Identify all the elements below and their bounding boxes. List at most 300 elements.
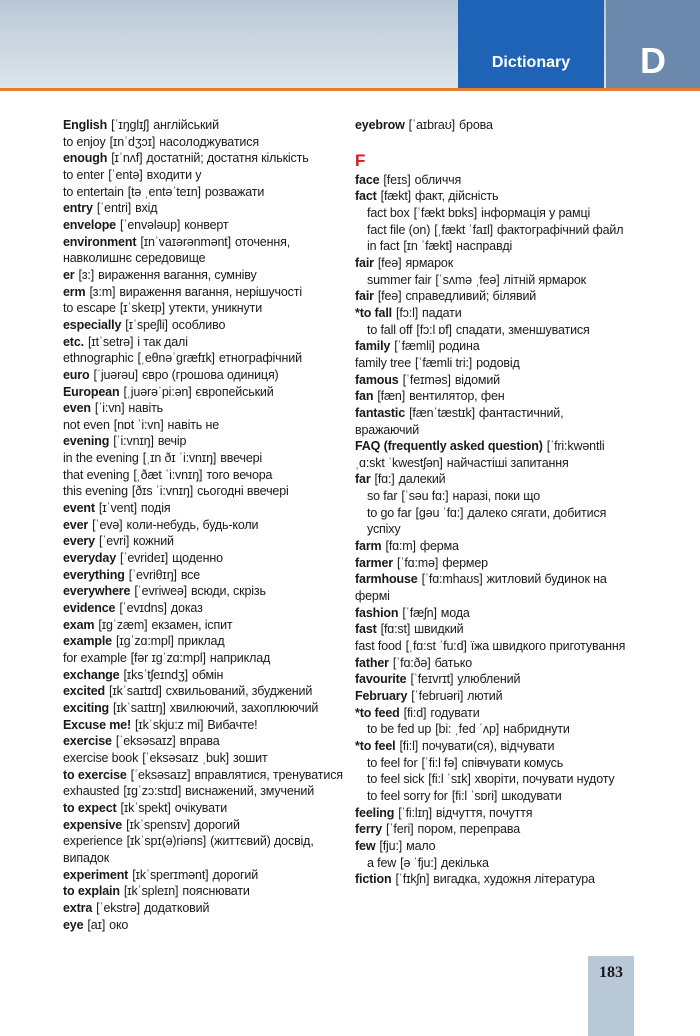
entry-definition: англійський (153, 118, 219, 132)
dictionary-entry (355, 172, 627, 189)
entry-definition: європейський (195, 384, 274, 399)
dictionary-entry (355, 621, 627, 638)
dictionary-entry (355, 505, 627, 538)
entry-definition: набриднути (503, 722, 570, 737)
entry-definition: житловий будинок на фермі (355, 572, 607, 604)
dictionary-entry (355, 238, 627, 255)
dictionary-entry (63, 717, 348, 734)
entry-transcription: [ɜ:m] (89, 284, 116, 299)
entry-transcription: [ˈevɪdns] (119, 601, 167, 616)
entry-definition: Вибачте! (207, 717, 258, 732)
entry-definition: факт, дійсність (415, 189, 499, 204)
entry-headword: envelope (63, 217, 116, 232)
dictionary-entry (355, 288, 627, 305)
entry-headword: everything (63, 567, 125, 582)
dictionary-entry (63, 667, 348, 684)
dictionary-entry (355, 205, 627, 222)
entry-definition: вентилятор, фен (409, 389, 505, 404)
entry-headword: environment (63, 234, 137, 249)
entry-headword: fact (355, 189, 377, 204)
entry-headword: farmhouse (355, 572, 418, 587)
entry-transcription: [ɪtˈsetrə] (87, 334, 134, 349)
entry-transcription: [ˈfi:lɪŋ] (398, 805, 432, 820)
entry-definition: того вечора (206, 467, 273, 482)
entry-headword: European (63, 384, 120, 399)
entry-transcription: [ˈekstrə] (96, 900, 140, 915)
entry-definition: вечір (157, 434, 187, 449)
dictionary-entry (63, 800, 348, 817)
dictionary-entry (63, 767, 348, 784)
entry-definition: особливо (171, 317, 226, 332)
entry-headword: face (355, 172, 380, 187)
dictionary-entry (355, 705, 627, 722)
entry-transcription: [ˌfɑ:st ˈfu:d] (405, 639, 467, 654)
entry-definition: приклад (177, 634, 225, 649)
entry-definition: відомий (454, 372, 500, 387)
entry-definition: фантастичний, вражаючий (355, 405, 564, 437)
entry-transcription: [feɪs] (383, 172, 411, 187)
dictionary-entry (355, 322, 627, 339)
dictionary-entry (355, 605, 627, 622)
entry-definition: брова (459, 118, 493, 132)
entry-definition: коли-небудь, будь-коли (126, 517, 259, 532)
entry-headword: to feel sick (367, 772, 425, 787)
entry-definition: екзамен, іспит (151, 617, 233, 632)
entry-headword: to enjoy (63, 134, 106, 149)
entry-transcription: [ˈfæʃn] (402, 605, 437, 620)
entry-headword: to go far (367, 505, 412, 520)
entry-definition: лютий (467, 689, 503, 703)
entry-transcription: [ˈentri] (96, 201, 132, 216)
entry-definition: родина (438, 339, 480, 354)
entry-transcription: [ɪˈnʌf] (111, 151, 143, 166)
dictionary-entry (63, 533, 348, 550)
dictionary-entry (355, 755, 627, 772)
entry-transcription: [tə ˌentəˈteɪn] (127, 184, 201, 199)
dictionary-entry (63, 433, 348, 450)
dictionary-entry (63, 817, 348, 834)
entry-headword: everywhere (63, 584, 131, 599)
dictionary-entry (355, 438, 627, 471)
entry-headword: example (63, 634, 112, 649)
dictionary-entry (63, 350, 348, 367)
entry-definition: виснажений, змучений (185, 784, 315, 799)
entry-headword: erm (63, 284, 86, 299)
entry-definition: очікувати (174, 800, 228, 815)
dictionary-entry (63, 167, 348, 184)
entry-transcription: [ˈfæmli] (394, 339, 435, 354)
entry-headword: to feel sorry for (367, 788, 448, 803)
entry-headword: a few (367, 855, 397, 870)
dictionary-entry (63, 184, 348, 201)
entry-definition: шкодувати (501, 788, 562, 803)
entry-transcription: [bi: ˌfed ˈʌp] (435, 722, 500, 737)
dictionary-entry (63, 334, 348, 351)
entry-headword: exchange (63, 667, 120, 682)
dictionary-entry (63, 400, 348, 417)
entry-headword: to fall off (367, 322, 413, 337)
entry-transcription: [feə] (377, 289, 402, 304)
entry-definition: ферма (419, 539, 459, 554)
entry-headword: eyebrow (355, 118, 405, 132)
entry-transcription: [ˈfi:l fə] (421, 755, 458, 770)
dictionary-entry (355, 388, 627, 405)
entry-definition: подія (140, 501, 171, 516)
entry-definition: насправді (456, 239, 513, 254)
entry-headword: fair (355, 289, 374, 304)
dictionary-entry (355, 771, 627, 788)
dictionary-entry (63, 117, 348, 134)
entry-transcription: [ɪkˈspensɪv] (126, 817, 191, 832)
dictionary-entry (63, 733, 348, 750)
entry-transcription: [ɪˈskeɪp] (119, 301, 165, 316)
entry-definition: далекий (398, 472, 446, 487)
dictionary-entry (355, 471, 627, 488)
entry-definition: наразі, поки що (452, 489, 541, 504)
entry-definition: навіть не (167, 417, 220, 432)
entry-headword: eye (63, 917, 84, 932)
entry-transcription: [ˌðæt ˈi:vnɪŋ] (133, 467, 203, 482)
entry-definition: хворіти, почувати нудоту (474, 772, 615, 787)
dictionary-entry (355, 671, 627, 688)
entry-headword: evening (63, 434, 110, 449)
entry-transcription: [ɪkˈsperɪmənt] (132, 867, 209, 882)
entry-transcription: [ˈevriweə] (134, 584, 187, 599)
left-column (63, 117, 348, 933)
entry-headword: every (63, 534, 95, 549)
entry-definition: входити у (146, 167, 202, 182)
entry-definition: дорогий (212, 867, 259, 882)
entry-transcription: [ˌjuərəˈpi:ən] (123, 384, 192, 399)
entry-definition: вхід (135, 201, 158, 216)
entry-headword: English (63, 118, 108, 132)
entry-transcription: [ˈaɪbraʊ] (408, 118, 456, 132)
entry-transcription: [ˈsəu fɑ:] (401, 489, 449, 504)
entry-transcription: [ˈevri] (98, 534, 130, 549)
entry-transcription: [ðɪs ˈi:vnɪŋ] (131, 484, 194, 499)
entry-transcription: [fɑ:m] (385, 539, 416, 554)
entry-headword: fiction (355, 872, 392, 887)
entry-definition: мода (440, 605, 470, 620)
letter-heading-f: F (355, 150, 366, 170)
entry-definition: співчувати комусь (461, 755, 564, 770)
entry-headword: few (355, 838, 376, 853)
entry-headword: *to fall (355, 305, 392, 320)
dictionary-entry (63, 517, 348, 534)
entry-definition: улюблений (457, 672, 521, 687)
dictionary-entry (63, 384, 348, 401)
entry-definition: далеко сягати, добитися успіху (367, 505, 607, 537)
dictionary-entry (355, 855, 627, 872)
entry-definition: оточення, навколишнє середовище (63, 234, 291, 266)
entry-headword: so far (367, 489, 398, 504)
entry-transcription: [fi:l ˈsɒri] (451, 788, 498, 803)
entry-definition: всюди, скрізь (191, 584, 266, 599)
entry-headword: *to feed (355, 705, 400, 720)
entry-headword: er (63, 267, 75, 282)
entry-definition: почувати(ся), відчувати (422, 738, 555, 753)
dictionary-entry (355, 571, 627, 604)
entry-headword: this evening (63, 484, 128, 499)
dictionary-entry (355, 688, 627, 705)
entry-definition: хвилюючий, захоплюючий (169, 700, 319, 715)
entry-headword: exercise book (63, 750, 139, 765)
entry-definition: відчуття, почуття (435, 805, 533, 820)
entry-headword: exciting (63, 700, 110, 715)
entry-headword: farmer (355, 555, 394, 570)
entry-definition: батько (434, 655, 473, 670)
dictionary-entry (355, 721, 627, 738)
entry-definition: щоденно (172, 551, 223, 566)
right-column (355, 117, 627, 888)
entry-headword: Excuse me! (63, 717, 131, 732)
entry-definition: навіть (128, 401, 164, 416)
entry-headword: fashion (355, 605, 399, 620)
section-letter-tab (606, 0, 700, 88)
entry-transcription: [fi:l] (399, 738, 419, 753)
entry-definition: етнографічний (218, 351, 302, 366)
dictionary-entry (63, 450, 348, 467)
dictionary-entry (355, 117, 627, 134)
dictionary-entry (63, 617, 348, 634)
dictionary-entry (355, 788, 627, 805)
dictionary-entry (355, 821, 627, 838)
entry-transcription: [ˈfri:kwəntli ˌɑ:skt ˈkwestʃən] (355, 439, 605, 470)
entry-transcription: [ˈenvələup] (120, 217, 181, 232)
entry-definition: вираження вагання, сумніву (98, 267, 257, 282)
entry-headword: euro (63, 367, 90, 382)
entry-headword: fair (355, 255, 374, 270)
dictionary-entry (63, 600, 348, 617)
dictionary-entry (63, 300, 348, 317)
entry-headword: February (355, 689, 408, 703)
entry-transcription: [fi:l ˈsɪk] (428, 772, 471, 787)
entry-transcription: [ɪkˈsaɪtɪŋ] (113, 700, 166, 715)
entry-headword: etc. (63, 334, 84, 349)
entry-headword: exam (63, 617, 95, 632)
dictionary-entry (63, 483, 348, 500)
dictionary-entry (355, 372, 627, 389)
entry-definition: вправа (179, 734, 220, 749)
entry-headword: fast (355, 622, 377, 637)
dictionary-entry (63, 284, 348, 301)
entry-headword: to escape (63, 301, 116, 316)
dictionary-entry (63, 217, 348, 234)
entry-definition: насолоджуватися (159, 134, 259, 149)
dictionary-entry (63, 500, 348, 517)
dictionary-entry (63, 417, 348, 434)
entry-definition: ярмарок (405, 255, 454, 270)
entry-definition: декілька (441, 855, 489, 870)
entry-headword: ferry (355, 822, 383, 837)
entry-headword: far (355, 472, 371, 487)
entry-transcription: [ˈevriθɪŋ] (128, 567, 177, 582)
entry-headword: feeling (355, 805, 395, 820)
entry-definition: літній ярмарок (503, 272, 587, 287)
entry-definition: вигадка, художня література (433, 872, 595, 887)
dictionary-entry (355, 838, 627, 855)
entry-transcription: [ɪgˈzɔ:stɪd] (123, 784, 182, 799)
entry-definition: найчастіші запитання (446, 455, 569, 470)
entry-headword: even (63, 401, 91, 416)
entry-transcription: [fɔ:l ɒf] (416, 322, 452, 337)
entry-transcription: [ə ˈfju:] (400, 855, 437, 870)
entry-headword: fact file (on) (367, 222, 431, 237)
entry-transcription: [fænˈtæstɪk] (409, 405, 475, 420)
entry-transcription: [aɪ] (87, 917, 106, 932)
entry-headword: to explain (63, 884, 120, 899)
entry-transcription: [nɒt ˈi:vn] (113, 417, 164, 432)
entry-transcription: [fækt] (380, 189, 411, 204)
entry-transcription: [ˈfɪkʃn] (395, 872, 430, 887)
entry-transcription: [ˈfɑ:mə] (397, 555, 439, 570)
dictionary-entry (63, 867, 348, 884)
dictionary-entry (63, 234, 348, 267)
dictionary-entry (355, 738, 627, 755)
entry-transcription: [feə] (377, 255, 402, 270)
dictionary-entry (355, 222, 627, 239)
entry-headword: fact box (367, 205, 410, 220)
entry-transcription: [ɪksˈtʃeɪndʒ] (123, 667, 188, 682)
entry-definition: конверт (184, 217, 229, 232)
dictionary-entry (355, 188, 627, 205)
dictionary-entry (355, 638, 627, 655)
entry-transcription: [ˈeksəsaɪz] (130, 767, 191, 782)
dictionary-entry (63, 200, 348, 217)
entry-definition: доказ (170, 601, 203, 616)
entry-definition: годувати (430, 705, 480, 720)
entry-headword: for example (63, 651, 127, 665)
entry-headword: extra (63, 900, 93, 915)
entry-definition: додатковий (143, 900, 210, 915)
entry-headword: ever (63, 517, 89, 532)
entry-headword: FAQ (frequently asked question) (355, 439, 543, 454)
section-tab (458, 0, 604, 88)
dictionary-entry (63, 633, 348, 650)
entry-headword: in fact (367, 239, 400, 254)
entry-definition: пором, переправа (417, 822, 520, 837)
entry-definition: фермер (442, 555, 488, 570)
entry-transcription: [ˈfɑ:ðə] (392, 655, 431, 670)
dictionary-entry (355, 555, 627, 572)
entry-headword: fantastic (355, 405, 406, 420)
dictionary-entry (63, 317, 348, 334)
dictionary-entry (63, 917, 348, 934)
entry-definition: схвильований, збуджений (165, 684, 313, 699)
entry-definition: достатній; достатня кількість (146, 151, 309, 166)
entry-definition: сьогодні ввечері (197, 484, 289, 499)
entry-transcription: [ˌɪn ðɪ ˈi:vnɪŋ] (142, 451, 217, 466)
dictionary-entry (355, 655, 627, 672)
entry-transcription: [ˈeksəsaɪz ˌbuk] (142, 750, 229, 765)
entry-definition: обмін (191, 667, 224, 682)
entry-transcription: [ɪˈspeʃli] (125, 317, 168, 332)
entry-transcription: [ˈentə] (108, 167, 143, 182)
entry-transcription: [gəu ˈfɑ:] (415, 505, 464, 520)
entry-transcription: [ɪgˈzæm] (98, 617, 148, 632)
entry-definition: справедливий; білявий (405, 289, 537, 304)
dictionary-entry (355, 338, 627, 355)
entry-headword: enough (63, 151, 108, 166)
dictionary-entry (355, 305, 627, 322)
dictionary-entry (63, 833, 348, 866)
entry-definition: родовід (476, 355, 520, 370)
entry-headword: famous (355, 372, 399, 387)
entry-transcription: [ˈi:vn] (94, 401, 125, 416)
dictionary-entry (355, 255, 627, 272)
entry-headword: *to feel (355, 738, 396, 753)
dictionary-entry (63, 883, 348, 900)
dictionary-entry (355, 805, 627, 822)
entry-definition: вправлятися, тренуватися (194, 767, 343, 782)
entry-headword: exercise (63, 734, 112, 749)
entry-headword: in the evening (63, 451, 139, 466)
entry-headword: experience (63, 834, 123, 849)
entry-transcription: [ˈi:vnɪŋ] (113, 434, 154, 449)
dictionary-entry (63, 700, 348, 717)
entry-definition: їжа швидкого приготування (470, 639, 626, 654)
entry-headword: family tree (355, 355, 412, 370)
entry-transcription: [ɜ:] (78, 267, 95, 282)
entry-headword: that evening (63, 467, 130, 482)
entry-headword: family (355, 339, 391, 354)
entry-definition: (життєвий) досвід, випадок (63, 834, 314, 865)
entry-transcription: [ˈfækt bɒks] (413, 205, 478, 220)
entry-transcription: [fɑ:] (374, 472, 395, 487)
entry-headword: to exercise (63, 767, 127, 782)
entry-headword: ethnographic (63, 351, 134, 366)
dictionary-entry (63, 467, 348, 484)
entry-transcription: [ˈfebruəri] (411, 689, 464, 703)
entry-transcription: [ˈevrideɪ] (120, 551, 169, 566)
entry-headword: father (355, 655, 389, 670)
entry-transcription: [fər ɪgˈzɑ:mpl] (130, 651, 206, 665)
entry-definition: пояснювати (182, 884, 250, 899)
dictionary-entry (355, 488, 627, 505)
entry-headword: summer fair (367, 272, 432, 287)
dictionary-entry (63, 134, 348, 151)
entry-definition: розважати (204, 184, 265, 199)
dictionary-entry (355, 355, 627, 372)
entry-definition: євро (грошова одиниця) (142, 367, 279, 382)
entry-transcription: [ɪnˈdʒɔɪ] (109, 134, 156, 149)
entry-transcription: [ˈevə] (92, 517, 123, 532)
dictionary-entry (63, 583, 348, 600)
dictionary-entry (63, 683, 348, 700)
entry-headword: everyday (63, 551, 117, 566)
entry-transcription: [ˈɪŋglɪʃ] (111, 118, 150, 132)
entry-headword: to entertain (63, 184, 124, 199)
page-number: 183 (599, 964, 623, 981)
entry-transcription: [ɪgˈzɑ:mpl] (115, 634, 174, 649)
entry-transcription: [ɪkˈskju:z mi] (134, 717, 204, 732)
entry-definition: дорогий (194, 817, 240, 832)
dictionary-entry (355, 538, 627, 555)
header-accent-line (0, 88, 700, 91)
entry-definition: і так далі (137, 334, 188, 349)
section-title: Dictionary (491, 54, 571, 71)
entry-headword: experiment (63, 867, 129, 882)
entry-transcription: [ˈsʌmə ˌfeə] (435, 272, 500, 287)
entry-transcription: [fju:] (379, 838, 403, 853)
entry-definition: інформація у рамці (481, 205, 591, 220)
entry-headword: event (63, 501, 95, 516)
entry-headword: to expect (63, 800, 117, 815)
entry-transcription: [ɪnˈvaɪərənmənt] (140, 234, 231, 249)
entry-definition: спадати, зменшуватися (455, 322, 590, 337)
dictionary-entry (63, 750, 348, 767)
entry-definition: вираження вагання, нерішучості (119, 284, 302, 299)
